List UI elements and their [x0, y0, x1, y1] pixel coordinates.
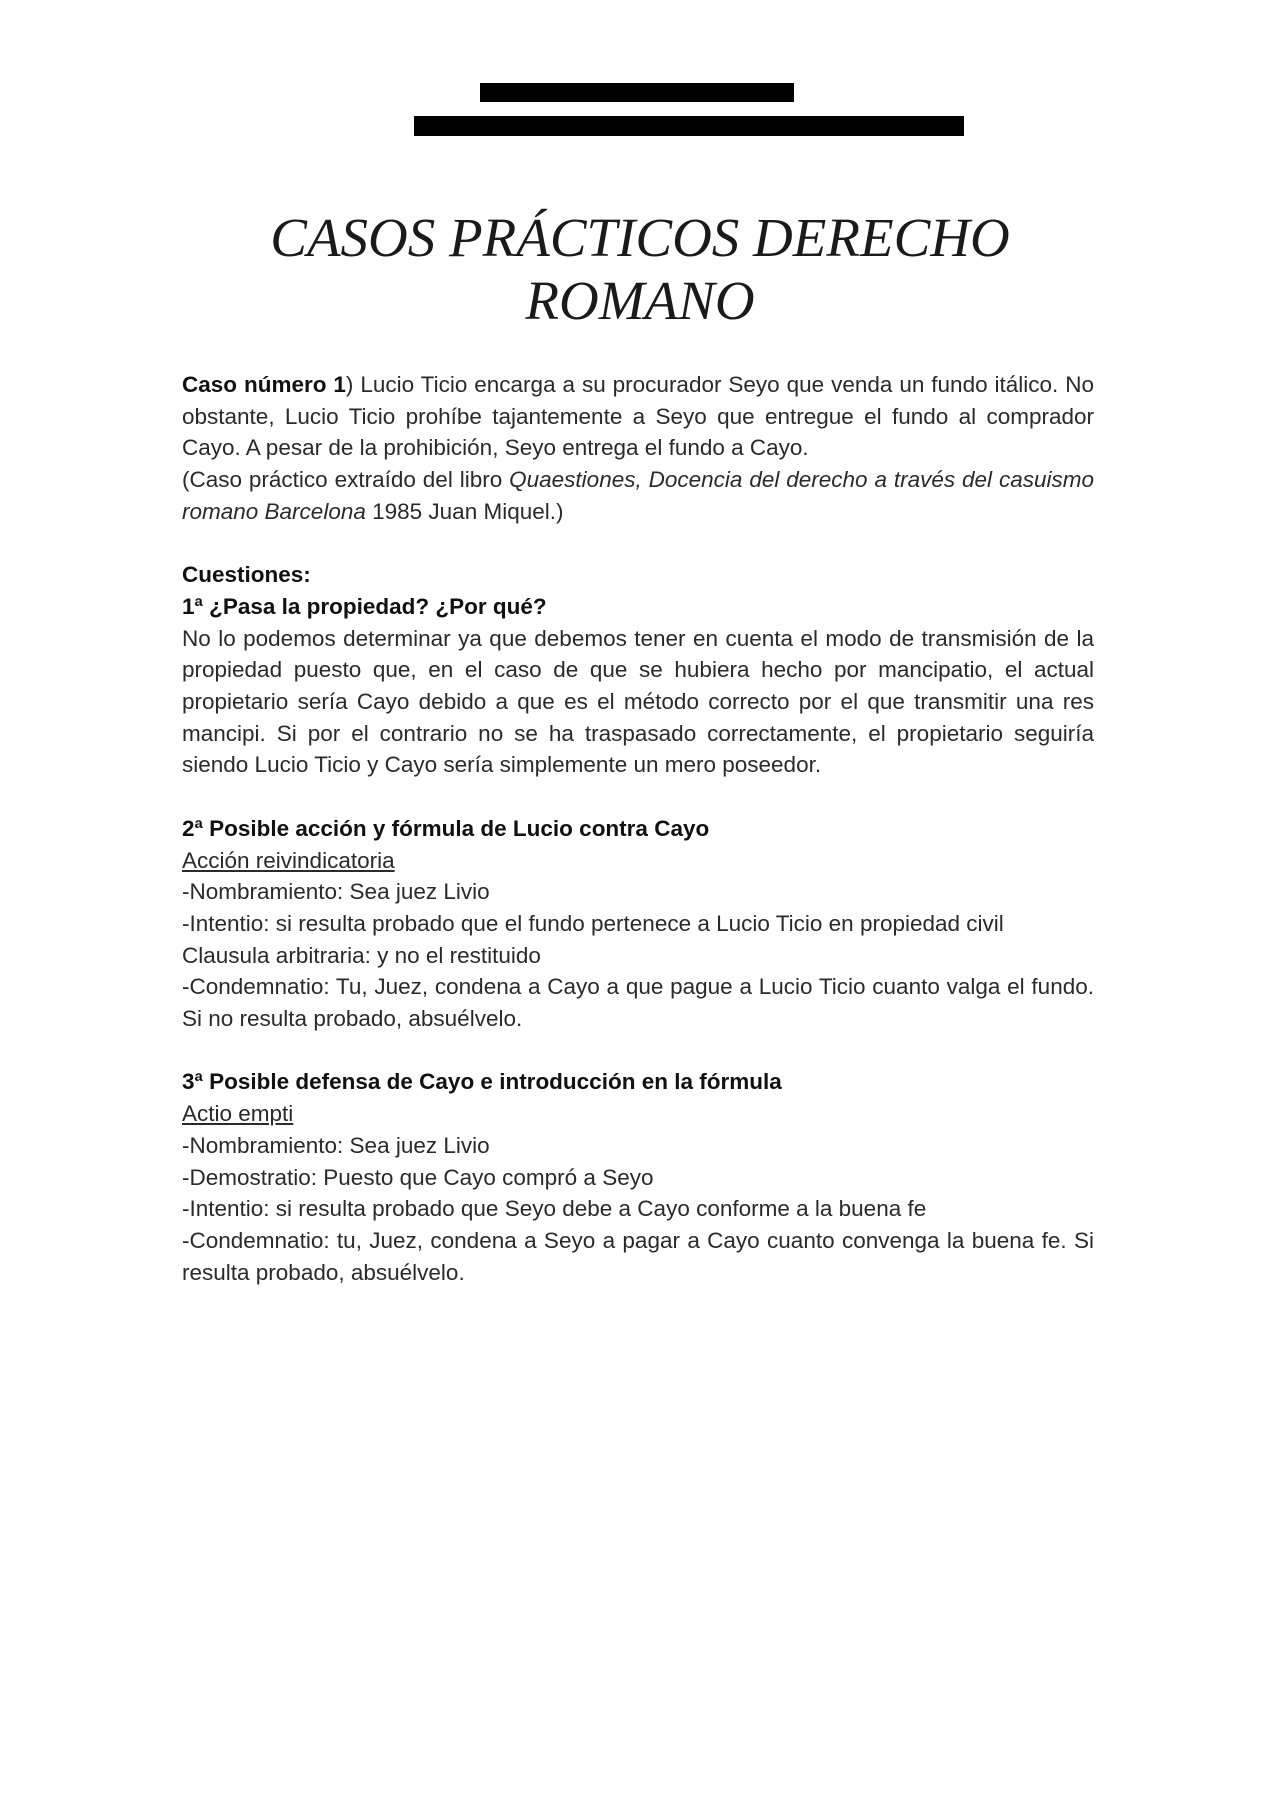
question-2-line: -Nombramiento: Sea juez Livio	[182, 879, 490, 905]
question-1-answer: No lo podemos determinar ya que debemos tener en cuenta el modo de transmisión de la propiedad puesto que, en el caso de que se hubiera hecho por mancipatio, el actual propietario sería Cayo debido a que es el método correcto por el que transmitir una res mancipi. Si por el contrario no se ha traspasado correctamente, el propietario seguiría siendo Lucio Ticio y Cayo sería simplemente un mero poseedor.	[182, 625, 1094, 778]
question-2-action: Acción reivindicatoria	[182, 847, 395, 873]
question-3-action: Actio empti	[182, 1101, 294, 1127]
question-2-condemnatio: -Condemnatio: Tu, Juez, condena a Cayo a que pague a Lucio Ticio cuanto valga el fundo. Si no resulta probado, absuélvelo.	[182, 974, 1094, 1032]
case-1-source	[182, 464, 1094, 527]
case-1-statement	[182, 369, 1094, 464]
question-2-line: Clausula arbitraria: y no el restituido	[182, 942, 541, 968]
question-3-line: -Intentio: si resulta probado que Seyo debe a Cayo conforme a la buena fe	[182, 1196, 927, 1222]
redacted-header-line-2	[414, 116, 964, 136]
case-1-source-suffix: 1985 Juan Miquel.)	[365, 498, 564, 524]
redacted-header-line-1	[480, 83, 794, 102]
question-3-line: -Nombramiento: Sea juez Livio	[182, 1132, 490, 1158]
question-3-condemnatio: -Condemnatio: tu, Juez, condena a Seyo a pagar a Cayo cuanto convenga la buena fe. Si resulta probado, absuélvelo.	[182, 1227, 1094, 1285]
question-3-line: -Demostratio: Puesto que Cayo compró a Seyo	[182, 1164, 654, 1190]
case-1-source-prefix: (Caso práctico extraído del libro	[182, 467, 510, 493]
case-1-label: Caso número 1	[182, 372, 346, 397]
questions-heading: Cuestiones:	[182, 562, 311, 588]
question-3-heading: 3ª Posible defensa de Cayo e introducción en la fórmula	[182, 1069, 782, 1095]
case-1-text: ) Lucio Ticio encarga a su procurador Seyo que venda un fundo itálico. No obstante, Lucio Ticio prohíbe tajantemente a Seyo que entregue el fundo al comprador Cayo. A pesar de la prohibición, Seyo entrega el fundo a Cayo.	[182, 372, 1094, 461]
document-body	[182, 369, 1094, 1288]
question-2-line: -Intentio: si resulta probado que el fundo pertenece a Lucio Ticio en propiedad civil	[182, 910, 1004, 936]
case-1-source-book: Quaestiones, Docencia del derecho a través del casuismo romano Barcelona	[182, 467, 1094, 524]
question-2-heading: 2ª Posible acción y fórmula de Lucio contra Cayo	[182, 815, 710, 841]
question-1-heading: 1ª ¿Pasa la propiedad? ¿Por qué?	[182, 593, 547, 619]
page-title: CASOS PRÁCTICOS DERECHO ROMANO	[270, 207, 1010, 331]
